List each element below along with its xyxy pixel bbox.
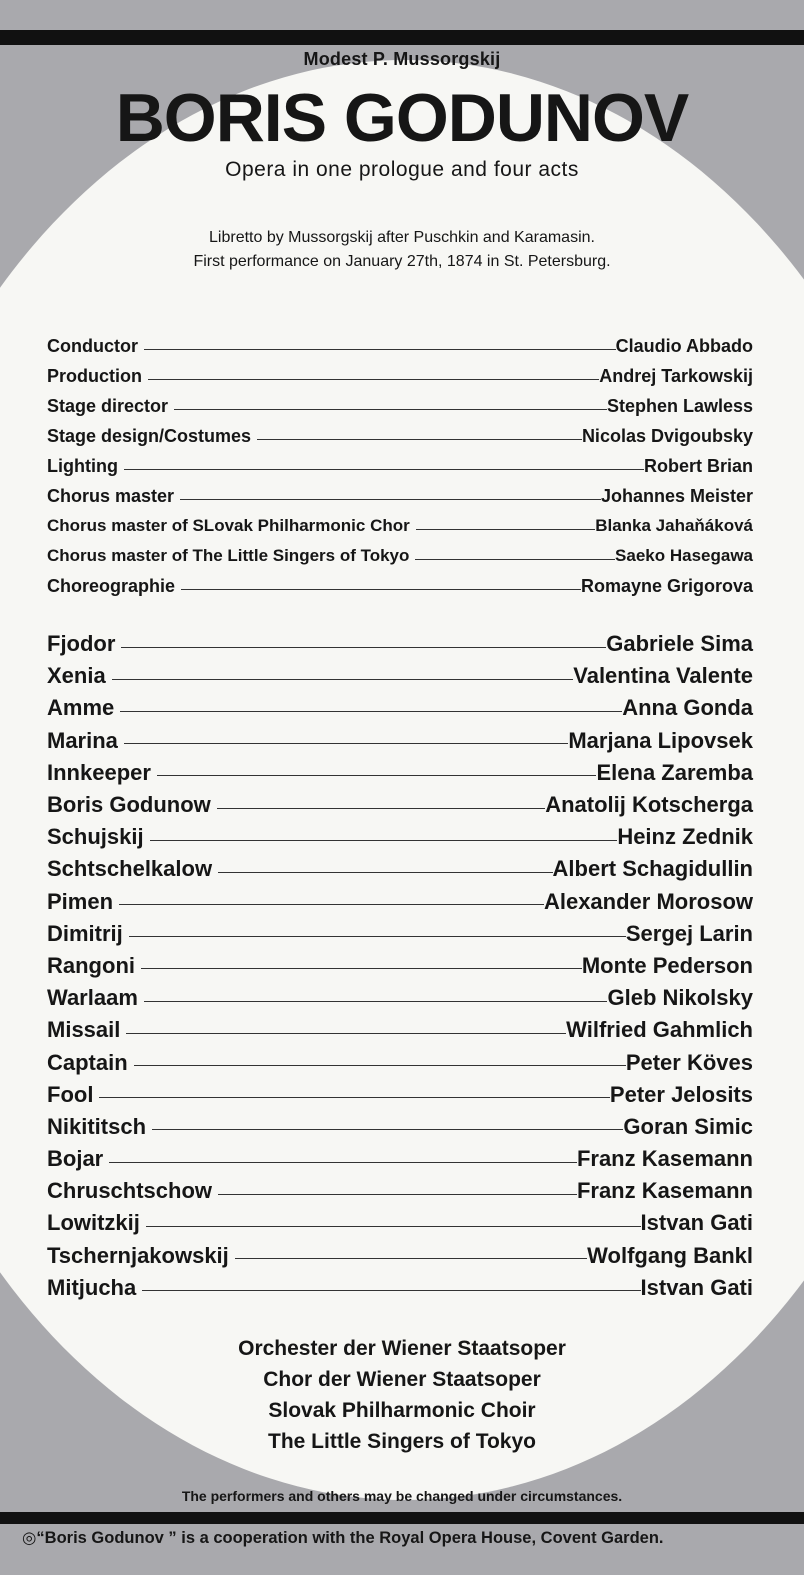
credit-row	[47, 331, 753, 361]
cast-role: Boris Godunow	[47, 792, 211, 818]
cast-row	[47, 1046, 753, 1078]
bottom-rule	[0, 1512, 804, 1524]
leader-line	[120, 711, 622, 712]
credit-role: Conductor	[47, 335, 138, 356]
cast-singer: Anatolij Kotscherga	[545, 792, 753, 818]
credit-name: Saeko Hasegawa	[615, 546, 753, 565]
leader-line	[181, 589, 581, 590]
cast-role: Xenia	[47, 663, 106, 689]
cast-role: Schujskij	[47, 824, 144, 850]
credit-name: Stephen Lawless	[606, 395, 753, 416]
cast-row	[47, 1079, 753, 1111]
cast-role: Rangoni	[47, 952, 135, 978]
ensembles-list	[0, 1333, 804, 1457]
credit-role: Choreographie	[47, 575, 176, 596]
cast-role: Lowitzkij	[47, 1210, 140, 1236]
cast-role: Chruschtschow	[47, 1178, 213, 1204]
cast-row	[47, 1111, 753, 1143]
cast-role: Bojar	[47, 1146, 104, 1172]
credit-role: Chorus master	[47, 485, 175, 506]
credit-row	[47, 541, 753, 571]
cast-list	[47, 628, 753, 1304]
leader-line	[109, 1162, 577, 1163]
credit-row	[47, 421, 753, 451]
credit-role: Chorus master of The Little Singers of Tokyo	[47, 546, 410, 565]
cooperation-text: “Boris Godunov ” is a cooperation with the Royal Opera House, Covent Garden.	[36, 1529, 664, 1547]
cast-row	[47, 982, 753, 1014]
cast-singer: Marjana Lipovsek	[568, 727, 753, 753]
leader-line	[152, 1129, 623, 1130]
cast-role: Innkeeper	[47, 759, 151, 785]
credit-role: Chorus master of SLovak Philharmonic Chor	[47, 516, 410, 535]
leader-line	[218, 872, 552, 873]
leader-line	[148, 379, 599, 380]
ensemble-name: The Little Singers of Tokyo	[268, 1430, 536, 1453]
leader-line	[218, 1194, 577, 1195]
credit-name: Nicolas Dvigoubsky	[581, 425, 753, 446]
cast-role: Marina	[47, 727, 118, 753]
cast-role: Tschernjakowskij	[47, 1242, 229, 1268]
cast-singer: Sergej Larin	[625, 920, 753, 946]
leader-line	[99, 1097, 609, 1098]
leader-line	[144, 349, 616, 350]
leader-line	[126, 1033, 566, 1034]
cast-row	[47, 950, 753, 982]
cast-singer: Peter Köves	[625, 1049, 753, 1075]
cast-singer: Franz Kasemann	[576, 1178, 753, 1204]
cast-singer: Elena Zaremba	[596, 759, 753, 785]
leader-line	[415, 559, 615, 560]
staff-credits	[47, 331, 753, 601]
credit-name: Andrej Tarkowskij	[599, 365, 753, 386]
cast-role: Fjodor	[47, 631, 116, 657]
credit-role: Stage director	[47, 395, 169, 416]
cast-role: Schtschelkalow	[47, 856, 213, 882]
cast-singer: Wolfgang Bankl	[587, 1242, 753, 1268]
cast-row	[47, 1272, 753, 1304]
cast-singer: Anna Gonda	[622, 695, 753, 721]
leader-line	[134, 1065, 626, 1066]
cast-role: Mitjucha	[47, 1274, 137, 1300]
cast-singer: Albert Schagidullin	[552, 856, 753, 882]
cast-row	[47, 789, 753, 821]
cast-role: Warlaam	[47, 985, 138, 1011]
leader-line	[416, 529, 595, 530]
cast-row	[47, 1143, 753, 1175]
leader-line	[119, 904, 544, 905]
cast-row	[47, 660, 753, 692]
cast-singer: Goran Simic	[623, 1113, 753, 1139]
credit-name: Johannes Meister	[600, 485, 753, 506]
credit-name: Claudio Abbado	[615, 335, 753, 356]
cast-singer: Istvan Gati	[640, 1210, 753, 1236]
credit-row	[47, 481, 753, 511]
libretto-info	[0, 226, 804, 274]
opera-title: BORIS GODUNOV	[115, 80, 689, 156]
premiere-line: First performance on January 27th, 1874 in St. Petersburg.	[193, 253, 611, 270]
cast-row	[47, 757, 753, 789]
leader-line	[146, 1226, 641, 1227]
cast-role: Nikititsch	[47, 1113, 147, 1139]
cast-role: Captain	[47, 1049, 128, 1075]
leader-line	[124, 469, 644, 470]
cast-singer: Gabriele Sima	[606, 631, 753, 657]
cast-row	[47, 692, 753, 724]
ensemble-name: Slovak Philharmonic Choir	[268, 1399, 536, 1422]
leader-line	[180, 499, 601, 500]
cast-singer: Alexander Morosow	[543, 888, 753, 914]
credit-name: Romayne Grigorova	[580, 575, 753, 596]
leader-line	[257, 439, 582, 440]
cast-row	[47, 1240, 753, 1272]
credit-role: Stage design/Costumes	[47, 425, 252, 446]
leader-line	[112, 679, 574, 680]
cast-row	[47, 886, 753, 918]
cast-role: Dimitrij	[47, 920, 123, 946]
cooperation-note	[22, 1528, 664, 1548]
leader-line	[121, 647, 606, 648]
cast-singer: Wilfried Gahmlich	[566, 1017, 753, 1043]
cast-row	[47, 628, 753, 660]
cast-row	[47, 1207, 753, 1239]
cast-singer: Valentina Valente	[573, 663, 753, 689]
cast-role: Fool	[47, 1081, 94, 1107]
cast-singer: Franz Kasemann	[576, 1146, 753, 1172]
cast-singer: Gleb Nikolsky	[607, 985, 753, 1011]
cast-singer: Heinz Zednik	[617, 824, 753, 850]
cast-row	[47, 918, 753, 950]
leader-line	[174, 409, 607, 410]
cast-row	[47, 725, 753, 757]
credit-row	[47, 451, 753, 481]
leader-line	[142, 1290, 640, 1291]
disclaimer-note: The performers and others may be changed under circumstances.	[181, 1488, 623, 1504]
credit-role: Lighting	[47, 455, 118, 476]
ensemble-name: Orchester der Wiener Staatsoper	[238, 1337, 566, 1360]
leader-line	[129, 936, 626, 937]
cast-singer: Istvan Gati	[640, 1274, 753, 1300]
top-rule	[0, 30, 804, 45]
ensemble-name: Chor der Wiener Staatsoper	[263, 1368, 541, 1391]
credit-row	[47, 571, 753, 601]
leader-line	[141, 968, 582, 969]
cast-row	[47, 1175, 753, 1207]
cast-role: Pimen	[47, 888, 114, 914]
libretto-line: Libretto by Mussorgskij after Puschkin and Karamasin.	[209, 229, 595, 246]
credit-row	[47, 391, 753, 421]
credit-row	[47, 361, 753, 391]
cast-row	[47, 853, 753, 885]
leader-line	[235, 1258, 587, 1259]
leader-line	[217, 808, 545, 809]
cast-row	[47, 1014, 753, 1046]
leader-line	[144, 1001, 608, 1002]
cast-role: Missail	[47, 1017, 121, 1043]
cast-singer: Monte Pederson	[581, 952, 753, 978]
cast-row	[47, 821, 753, 853]
cast-singer: Peter Jelosits	[609, 1081, 753, 1107]
credit-row	[47, 511, 753, 541]
leader-line	[150, 840, 618, 841]
cast-role: Amme	[47, 695, 115, 721]
opera-subtitle: Opera in one prologue and four acts	[225, 158, 579, 181]
credit-name: Blanka Jahaňáková	[595, 516, 753, 535]
circle-mark-icon: ◎	[22, 1529, 37, 1547]
credit-role: Production	[47, 365, 142, 386]
leader-line	[157, 775, 597, 776]
credit-name: Robert Brian	[643, 455, 753, 476]
leader-line	[124, 743, 568, 744]
composer-name: Modest P. Mussorgskij	[303, 49, 501, 69]
